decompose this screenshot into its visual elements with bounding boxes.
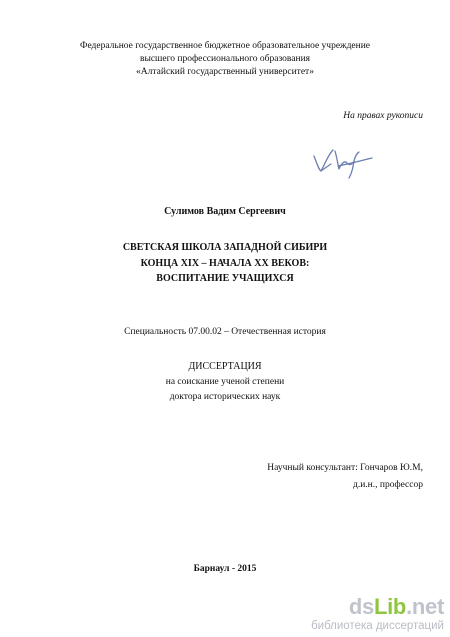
degree-name: доктора исторических наук bbox=[169, 392, 281, 402]
institution-line-3: «Алтайский государственный университет» bbox=[136, 67, 314, 77]
watermark-brand-ds: ds bbox=[348, 594, 374, 619]
institution-header bbox=[0, 40, 450, 79]
watermark-brand-lib: Lib bbox=[373, 594, 407, 619]
institution-line-1: Федеральное государственное бюджетное образовательное учреждение bbox=[79, 41, 371, 51]
document-type-heading: ДИССЕРТАЦИЯ bbox=[188, 361, 262, 372]
watermark-subtitle: библиотека диссертаций bbox=[311, 620, 444, 632]
consultant-credentials: д.и.н., профессор bbox=[352, 480, 423, 490]
watermark-brand-net: .net bbox=[406, 594, 444, 619]
watermark-logo bbox=[311, 596, 444, 633]
scientific-consultant bbox=[267, 460, 423, 494]
handwritten-signature bbox=[308, 140, 378, 180]
title-line-1: СВЕТСКАЯ ШКОЛА ЗАПАДНОЙ СИБИРИ bbox=[122, 242, 328, 253]
specialty: Специальность 07.00.02 – Отечественная история bbox=[124, 327, 326, 337]
watermark-brand bbox=[311, 596, 444, 618]
city-year: Барнаул - 2015 bbox=[193, 564, 257, 574]
manuscript-rights-note: На правах рукописи bbox=[343, 111, 423, 121]
author-name: Сулимов Вадим Сергеевич bbox=[164, 206, 286, 217]
title-line-3: ВОСПИТАНИЕ УЧАЩИХСЯ bbox=[156, 273, 294, 284]
consultant-name: Научный консультант: Гончаров Ю.М, bbox=[267, 463, 423, 473]
degree-purpose: на соискание ученой степени bbox=[165, 376, 285, 387]
document-type bbox=[0, 359, 450, 406]
dissertation-title bbox=[0, 240, 450, 287]
institution-line-2: высшего профессионального образования bbox=[139, 54, 311, 64]
title-line-2: КОНЦА XIX – НАЧАЛА XX ВЕКОВ: bbox=[140, 257, 310, 269]
